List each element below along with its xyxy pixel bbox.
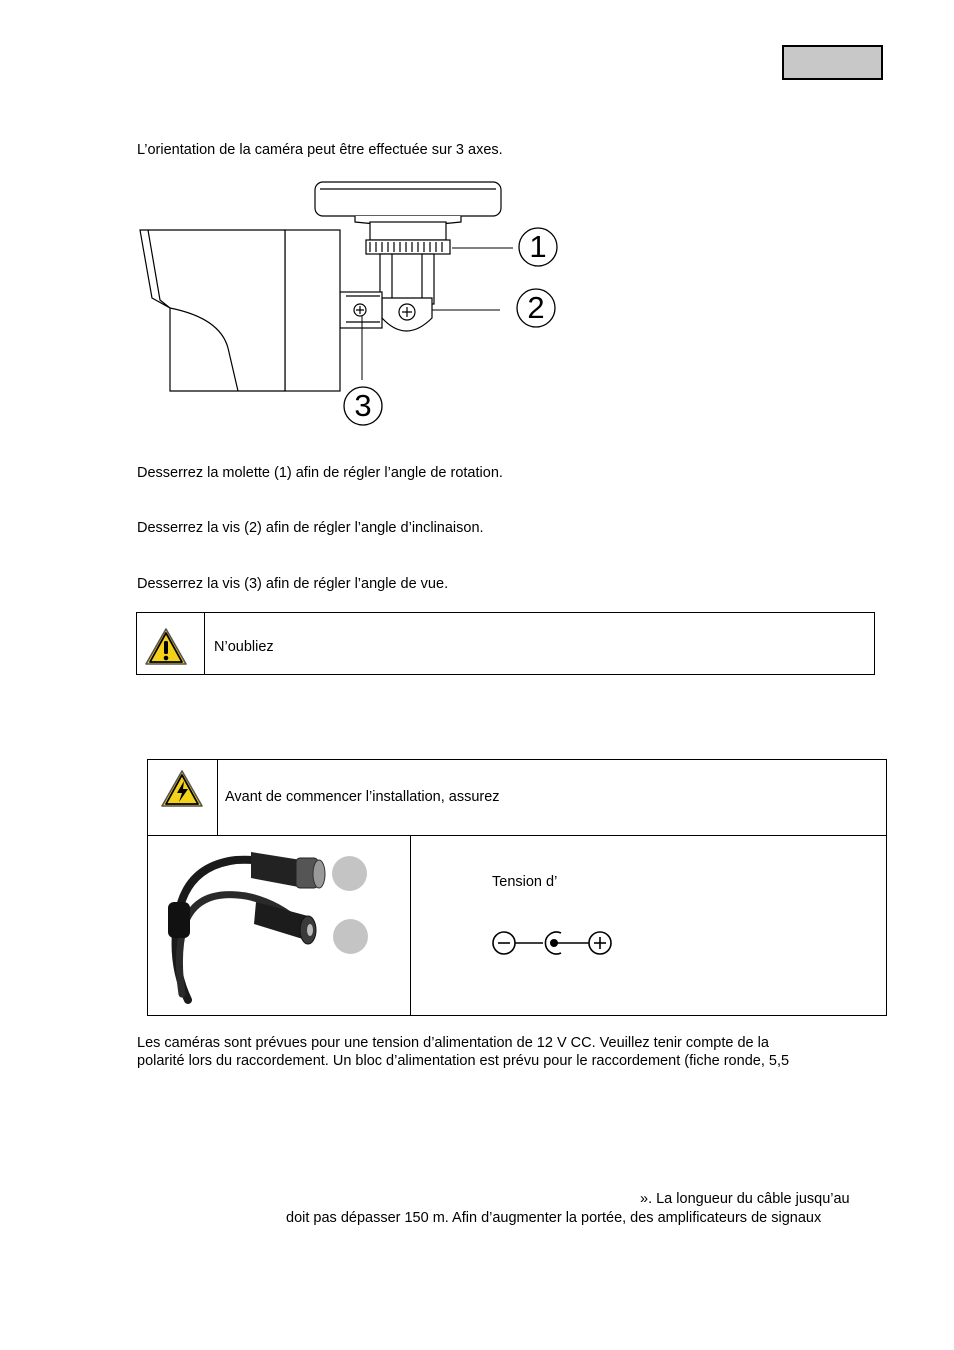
polarity-symbol-icon — [491, 928, 615, 960]
language-tab — [782, 45, 883, 80]
connector-marker-video — [332, 856, 367, 891]
cable-paragraph-line2: doit pas dépasser 150 m. Afin d’augmenter la portée, des amplificateurs de signaux — [286, 1210, 822, 1226]
intro-text: L’orientation de la caméra peut être effectuée sur 3 axes. — [137, 142, 503, 158]
danger-note-text: Avant de commencer l’installation, assurez — [225, 789, 500, 805]
power-paragraph-line2: polarité lors du raccordement. Un bloc d’alimentation est prévu pour le raccordement (fiche ronde, 5,5 — [137, 1053, 790, 1069]
high-voltage-triangle-icon — [160, 769, 204, 809]
warning-triangle-icon — [144, 627, 188, 667]
power-voltage-label: Tension d’ — [492, 874, 558, 890]
power-cable-image — [156, 844, 356, 1010]
power-paragraph-line1: Les caméras sont prévues pour une tension d’alimentation de 12 V CC. Veuillez tenir compte de la — [137, 1035, 769, 1051]
callout-3: 3 — [354, 388, 372, 423]
power-supply-table — [147, 759, 887, 1016]
callout-2: 2 — [527, 290, 545, 325]
step-rotation: Desserrez la molette (1) afin de régler l’angle de rotation. — [137, 465, 503, 481]
step-tilt: Desserrez la vis (2) afin de régler l’angle d’inclinaison. — [137, 520, 484, 536]
warning-note-box — [136, 612, 875, 675]
warning-note-text: N’oubliez — [214, 639, 274, 655]
connector-marker-power — [333, 919, 368, 954]
callout-1: 1 — [529, 229, 547, 264]
cable-paragraph-line1: ». La longueur du câble jusqu’au — [640, 1191, 850, 1207]
step-view-angle: Desserrez la vis (3) afin de régler l’angle de vue. — [137, 576, 449, 592]
